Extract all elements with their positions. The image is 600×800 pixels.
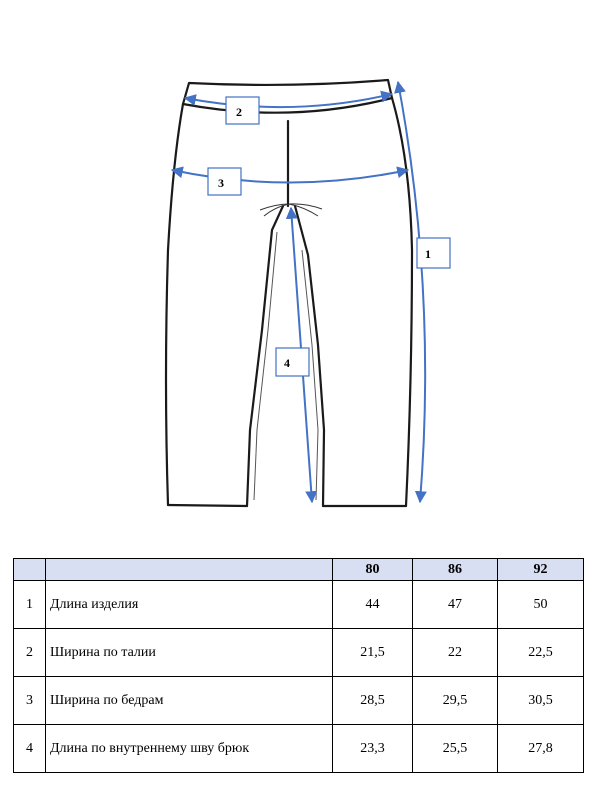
row-value: 50: [498, 581, 584, 629]
label-4: 4: [284, 356, 290, 370]
label-2: 2: [236, 105, 242, 119]
label-3: 3: [218, 176, 224, 190]
label-box-2: [226, 97, 259, 124]
table-row: [14, 581, 584, 629]
arrow-hips: [172, 170, 408, 183]
measurement-arrows: [172, 82, 425, 502]
row-value: 47: [413, 581, 498, 629]
row-value: 22,5: [498, 629, 584, 677]
row-number: 2: [14, 629, 46, 677]
table-row: [14, 677, 584, 725]
table-header-row: [14, 559, 584, 581]
size-table: [13, 558, 584, 773]
table-row: [14, 629, 584, 677]
header-num: [14, 559, 46, 581]
left-leg-outer: [166, 104, 183, 505]
row-number: 3: [14, 677, 46, 725]
left-leg-hem: [168, 505, 247, 506]
row-value: 27,8: [498, 725, 584, 773]
right-leg-outer: [392, 98, 412, 506]
row-label: Длина изделия: [46, 581, 333, 629]
row-label: Ширина по бедрам: [46, 677, 333, 725]
row-value: 23,3: [333, 725, 413, 773]
header-size: 86: [413, 559, 498, 581]
header-size: 92: [498, 559, 584, 581]
row-value: 28,5: [333, 677, 413, 725]
row-value: 25,5: [413, 725, 498, 773]
row-value: 30,5: [498, 677, 584, 725]
row-number: 1: [14, 581, 46, 629]
row-value: 21,5: [333, 629, 413, 677]
table-row: [14, 725, 584, 773]
label-box-4: [276, 348, 309, 376]
row-label: Ширина по талии: [46, 629, 333, 677]
row-value: 29,5: [413, 677, 498, 725]
row-label: Длина по внутреннему шву брюк: [46, 725, 333, 773]
pants-outline: [166, 80, 412, 506]
row-number: 4: [14, 725, 46, 773]
header-label: [46, 559, 333, 581]
row-value: 44: [333, 581, 413, 629]
row-value: 22: [413, 629, 498, 677]
label-1: 1: [425, 247, 431, 261]
label-box-1: [417, 238, 450, 268]
label-box-3: [208, 168, 241, 195]
header-size: 80: [333, 559, 413, 581]
